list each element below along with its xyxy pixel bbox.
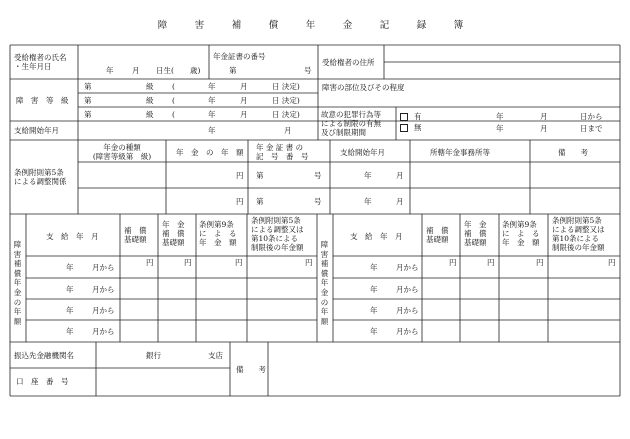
yes-checkbox[interactable] (400, 113, 408, 121)
account-label: 口 座 番 号 (16, 377, 69, 386)
page-title: 障 害 補 償 年 金 記 録 簿 (157, 20, 473, 31)
dob-month: 月 (132, 66, 140, 75)
yen-right-4: 円 (608, 258, 616, 267)
crime-restriction-label: 故意の犯罪行為等 による制限の有無 及び制限期間 (321, 110, 381, 137)
to-year: 年 (496, 124, 504, 133)
dob-day: 日生( (156, 66, 174, 75)
dai-1: 第 (256, 171, 264, 180)
yen-left-4: 円 (305, 258, 313, 267)
nen-1: 年 (364, 171, 372, 180)
adjusted-header-right: 条例附則第5条 による調整又は 第10条による 制限後の年金額 (552, 216, 605, 252)
start-year: 年 (208, 126, 216, 135)
yen-left-2: 円 (184, 258, 192, 267)
remarks-label: 備 考 (236, 365, 266, 374)
base-header-right: 補 償 基礎額 (426, 226, 449, 244)
injury-site-label: 障害の部位及びその程度 (322, 83, 405, 92)
bank-unit: 銀行 (146, 351, 161, 360)
from-month: 月 (540, 112, 548, 121)
annual-amount-header: 年 金 の 年 額 (176, 148, 244, 157)
grade-label: 障 害 等 級 (16, 96, 69, 105)
go-2: 号 (314, 197, 322, 206)
base2-header: 年 金 補 償 基礎額 (162, 220, 185, 247)
pension-type-header: 年金の種類 (障害等級第 級) (92, 143, 152, 161)
no-label: 無 (414, 123, 422, 132)
go-1: 号 (314, 171, 322, 180)
base-header: 補 償 基礎額 (124, 226, 147, 244)
start-header: 支給開始年月 (340, 148, 385, 157)
start-month: 月 (284, 126, 292, 135)
dob-year: 年 (106, 66, 114, 75)
tsuki-2: 月 (396, 197, 404, 206)
dai-2: 第 (256, 197, 264, 206)
cert-go: 号 (304, 66, 312, 75)
cert-dai: 第 (229, 66, 237, 75)
yen-1: 円 (236, 171, 244, 180)
office-header: 所轄年金事務所等 (430, 148, 490, 157)
yen-left-3: 円 (235, 258, 243, 267)
to-month: 月 (540, 124, 548, 133)
yen-left-1: 円 (146, 258, 154, 267)
branch-unit: 支店 (208, 351, 223, 360)
side-label-right: 障害補償年金の年額 (320, 240, 329, 326)
dob-age: 歳) (190, 66, 201, 75)
yen-right-1: 円 (449, 258, 457, 267)
no-checkbox[interactable] (400, 124, 408, 132)
from-year: 年 (496, 112, 504, 121)
yen-right-2: 円 (487, 258, 495, 267)
adjusted-header: 条例附則第5条 による調整又は 第10条による 制限後の年金額 (251, 216, 304, 252)
period-header: 支 給 年 月 (46, 232, 99, 241)
adjustment-label: 条例附則第5条 による調整関係 (14, 168, 67, 186)
tsuki-1: 月 (396, 171, 404, 180)
nen-2: 年 (364, 197, 372, 206)
from-day: 日から (580, 112, 603, 121)
base2-header-right: 年 金 補 償 基礎額 (464, 220, 487, 247)
cert-header: 年 金 証 書 の 記 号 番 号 (256, 143, 309, 161)
address-label: 受給権者の住所 (322, 58, 375, 67)
to-day: 日まで (580, 124, 603, 133)
art9-header-right: 条例第9条 に よ る 年 金 額 (502, 220, 540, 247)
art9-header: 条例第9条 に よ る 年 金 額 (199, 220, 237, 247)
cert-number-label: 年金証書の番号 (213, 52, 266, 61)
side-label-left: 障害補償年金の年額 (13, 240, 22, 326)
name-dob-label: 受給権者の氏名 ・生年月日 (14, 53, 67, 71)
bank-label: 振込先金融機関名 (14, 351, 74, 360)
period-header-right: 支 給 年 月 (350, 232, 403, 241)
yen-right-3: 円 (536, 258, 544, 267)
remarks-header: 備 考 (558, 148, 588, 157)
yen-2: 円 (236, 197, 244, 206)
yes-label: 有 (414, 112, 422, 121)
payment-start-label: 支給開始年月 (14, 126, 59, 135)
